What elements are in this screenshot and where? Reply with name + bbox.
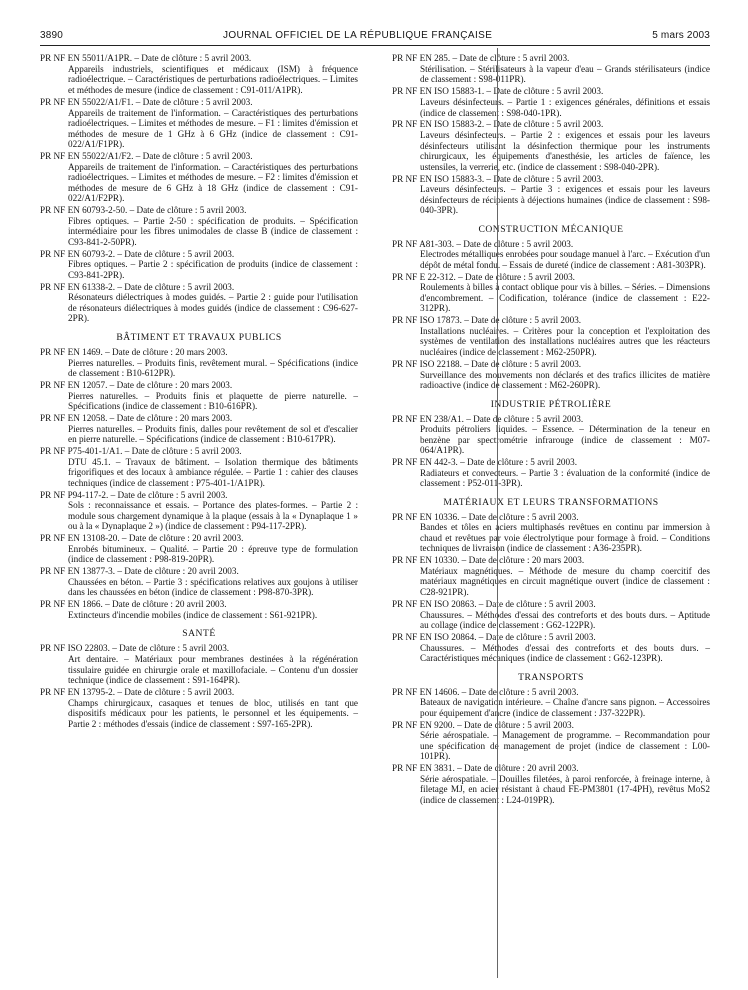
entry-reference: PR NF EN 3831. – Date de clôture : 20 avril 2003. [392, 763, 579, 774]
standard-entry [40, 282, 358, 324]
entry-description: Laveurs désinfecteurs. – Partie 3 : exigences et essais pour les laveurs désinfecteurs de récipients à déjections humaines (indice de classement : S98-040-3PR). [420, 184, 710, 216]
entry-description: Pierres naturelles. – Produits finis, dalles pour revêtement de sol et d'escalier en pierre naturelle. – Spécifications (indice de classement : B10-617PR). [68, 423, 358, 445]
entry-reference: PR NF EN 9200. – Date de clôture : 5 avril 2003. [392, 719, 574, 730]
entry-description: Produits pétroliers liquides. – Essence. – Détermination de la teneur en benzène par spectrométrie infrarouge (indice de classement : M07-064/A1PR). [420, 424, 710, 456]
entry-reference: PR NF EN 10336. – Date de clôture : 5 avril 2003. [392, 511, 579, 522]
issue-date: 5 mars 2003 [652, 30, 710, 41]
standard-entry [40, 533, 358, 565]
standard-entry [40, 347, 358, 379]
standard-entry [392, 359, 710, 391]
entry-reference: PR NF EN 13108-20. – Date de clôture : 20 avril 2003. [40, 533, 244, 544]
entry-reference: PR NF P94-117-2. – Date de clôture : 5 avril 2003. [40, 489, 228, 500]
standard-entry [40, 380, 358, 412]
standard-entry [392, 687, 710, 719]
standard-entry [40, 490, 358, 532]
entry-reference: PR NF EN ISO 20863. – Date de clôture : 5 avril 2003. [392, 598, 596, 609]
entry-description: Série aérospatiale. – Management de programme. – Recommandation pour une spécification de management de projet (indice de classement : L00-101PR). [420, 730, 710, 762]
entry-reference: PR NF EN 13795-2. – Date de clôture : 5 avril 2003. [40, 687, 235, 697]
entry-description: Pierres naturelles. – Produits finis, revêtement mural. – Spécifications (indice de classement : B10-612PR). [68, 357, 358, 379]
standard-entry [392, 457, 710, 489]
entry-reference: PR NF EN ISO 15883-1. – Date de clôture : 5 avril 2003. [392, 86, 604, 97]
entry-reference: PR NF A81-303. – Date de clôture : 5 avril 2003. [392, 238, 574, 249]
standard-entry [392, 414, 710, 456]
entry-description: Extincteurs d'incendie mobiles (indice de classement : S61-921PR). [68, 609, 318, 620]
standard-entry [40, 687, 358, 729]
entry-description: Surveillance des mouvements non déclarés et des trafics illicites de matière radioactive (indice de classement : M62-260PR). [420, 369, 710, 391]
entry-description: Electrodes métalliques enrobées pour soudage manuel à l'arc. – Exécution d'un dépôt de métal fondu. – Essais de dureté (indice de classement : A81-303PR). [420, 249, 710, 270]
entry-reference: PR NF EN 13877-3. – Date de clôture : 20 avril 2003. [40, 566, 239, 577]
section-heading: MATÉRIAUX ET LEURS TRANSFORMATIONS [443, 496, 659, 508]
entry-description: Champs chirurgicaux, casaques et tenues de bloc, utilisés en tant que dispositifs médicaux pour les patients, le personnel et les équipements. – Partie 2 : méthodes d'essais (indice de classement : S97-165-2PR). [68, 697, 358, 729]
entry-description: Appareils de traitement de l'information. – Caractéristiques des perturbations radioélectriques. – Limites et méthodes de mesure. – F2 : limites d'émission et méthodes de mesure de 6 GHz à 18 GHz (indice de classement : C91-022/A1/F2PR). [68, 161, 358, 204]
standard-entry [392, 119, 710, 172]
entry-description: Bateaux de navigation intérieure. – Chaîne d'ancre sans pignon. – Accessoires pour équipement d'ancre (indice de classement : J37-322PR). [420, 697, 710, 718]
standard-entry [392, 763, 710, 805]
standard-entry [40, 599, 358, 620]
entry-reference: PR NF EN 238/A1. – Date de clôture : 5 avril 2003. [392, 413, 584, 424]
right-column [392, 52, 710, 805]
entry-reference: PR NF EN 55022/A1/F1. – Date de clôture : 5 avril 2003. [40, 96, 253, 107]
entry-reference: PR NF ISO 17873. – Date de clôture : 5 avril 2003. [392, 315, 582, 326]
entry-description: Laveurs désinfecteurs. – Partie 2 : exigences et essais pour les laveurs désinfecteurs utilisant la désinfection thermique pour les instruments chirurgicaux, les équipements d'anesthésie, les articles de faïence, les ustensiles, la verrerie, etc. (indice de classement : S98-040-2PR). [420, 130, 710, 172]
entry-reference: PR NF EN ISO 20864. – Date de clôture : 5 avril 2003. [392, 632, 596, 642]
standard-entry [40, 413, 358, 445]
entry-reference: PR NF EN 61338-2. – Date de clôture : 5 avril 2003. [40, 281, 235, 292]
standard-entry [392, 555, 710, 597]
entry-description: Radiateurs et convecteurs. – Partie 3 : évaluation de la conformité (indice de classement : P52-011-3PR). [420, 467, 710, 489]
entry-description: Chaussures. – Méthodes d'essai des contreforts et des bouts durs. – Caractéristiques mécaniques (indice de classement : G62-123PR). [420, 642, 710, 664]
standard-entry [40, 566, 358, 598]
entry-description: Matériaux magnétiques. – Méthode de mesure du champ coercitif des matériaux magnétiques en circuit magnétique ouvert (indice de classement : C28-921PR). [420, 565, 710, 598]
entry-description: Pierres naturelles. – Produits finis et plaquette de pierre naturelle. – Spécifications (indice de classement : B10-616PR). [68, 390, 358, 412]
entry-description: Série aérospatiale. – Douilles filetées, à paroi renforcée, à freinage interne, à filetage MJ, en acier résistant à chaud FE-PM3801 (17-4PH), revêtus MoS2 (indice de classement : L24-019PR). [420, 773, 710, 805]
entry-reference: PR NF EN 442-3. – Date de clôture : 5 avril 2003. [392, 457, 577, 468]
standard-entry [392, 599, 710, 631]
section-heading: BÂTIMENT ET TRAVAUX PUBLICS [116, 332, 282, 344]
standard-entry [392, 512, 710, 554]
columns [40, 52, 710, 805]
entry-reference: PR NF EN 55022/A1/F2. – Date de clôture : 5 avril 2003. [40, 151, 253, 162]
standard-entry [392, 239, 710, 271]
section-heading: CONSTRUCTION MÉCANIQUE [478, 223, 624, 235]
standard-entry [392, 174, 710, 216]
standard-entry [40, 151, 358, 204]
entry-description: Appareils de traitement de l'information. – Caractéristiques des perturbations radioélectriques. – Limites et méthodes de mesure. – F1 : limites d'émission et méthodes de mesure de 1 GHz à 6 GHz (indice de classement : C91-022/A1/F1PR). [68, 107, 358, 150]
standard-entry [40, 53, 358, 95]
entry-description: Stérilisation. – Stérilisateurs à la vapeur d'eau – Grands stérilisateurs (indice de classement : S98-011PR). [420, 63, 710, 85]
entry-description: Fibres optiques. – Partie 2 : spécification de produits (indice de classement : C93-841-2PR). [68, 259, 358, 280]
entry-reference: PR NF EN 12058. – Date de clôture : 20 mars 2003. [40, 413, 233, 424]
entry-reference: PR NF EN 14606. – Date de clôture : 5 avril 2003. [392, 686, 579, 697]
entry-description: Bandes et tôles en aciers multiphasés revêtues en continu par immersion à chaud et revêtues par voie électrolytique pour formage à froid. – Conditions techniques de livraison (indice de classement : A36-235PR). [420, 522, 710, 554]
standard-entry [40, 97, 358, 150]
entry-description: Appareils industriels, scientifiques et médicaux (ISM) à fréquence radioélectrique. – Caractéristiques de perturbations radioélectriques. – Limites et méthodes de mesure (indice de classement : C91-011/A1PR). [68, 63, 358, 96]
entry-reference: PR NF E 22-312. – Date de clôture : 5 avril 2003. [392, 271, 575, 282]
entry-description: Sols : reconnaissance et essais. – Portance des plates-formes. – Partie 2 : module sous chargement dynamique à la plaque (essais à la « Dynaplaque 1 » ou à la « Dynaplaque 2 ») (indice de classement : P94-117-2PR). [68, 500, 358, 532]
standard-entry [40, 446, 358, 488]
entry-reference: PR NF EN 60793-2-50. – Date de clôture : 5 avril 2003. [40, 205, 247, 216]
entry-description: Fibres optiques. – Partie 2-50 : spécification de produits. – Spécification intermédiaire pour les fibres unimodales de classe B (indice de classement : C93-841-2-50PR). [68, 215, 358, 247]
entry-reference: PR NF EN 1469. – Date de clôture : 20 mars 2003. [40, 347, 228, 358]
entry-description: DTU 45.1. – Travaux de bâtiment. – Isolation thermique des bâtiments frigorifiques et des locaux à ambiance régulée. – Partie 1 : cahier des clauses techniques (indice de classement : P75-401-1/A1PR). [68, 456, 358, 488]
page-number: 3890 [40, 30, 64, 41]
entry-reference: PR NF ISO 22803. – Date de clôture : 5 avril 2003. [40, 643, 230, 654]
entry-description: Chaussées en béton. – Partie 3 : spécifications relatives aux goujons à utiliser dans les chaussées en béton (indice de classement : P98-870-3PR). [68, 576, 358, 598]
standard-entry [392, 272, 710, 314]
standard-entry [392, 315, 710, 357]
standard-entry [392, 53, 710, 85]
section-heading: INDUSTRIE PÉTROLIÈRE [490, 398, 612, 410]
entry-reference: PR NF EN 285. – Date de clôture : 5 avril 2003. [392, 53, 570, 64]
entry-description: Art dentaire. – Matériaux pour membranes destinées à la régénération tissulaire guidée en chirurgie orale et maxillofaciale. – Contenu d'un dossier technique (indice de classement : S91-164PR). [68, 653, 358, 686]
standard-entry [392, 86, 710, 118]
entry-description: Roulements à billes à contact oblique pour vis à billes. – Séries. – Dimensions d'encombrement. – Codification, tolérance (indice de classement : E22-312PR). [420, 282, 710, 314]
entry-description: Résonateurs diélectriques à modes guidés. – Partie 2 : guide pour l'utilisation de résonateurs diélectriques à modes guidés (indice de classement : C96-627-2PR). [68, 292, 358, 324]
page-header [40, 30, 710, 46]
entry-reference: PR NF EN 10330. – Date de clôture : 20 mars 2003. [392, 555, 585, 566]
entry-reference: PR NF EN 60793-2. – Date de clôture : 5 avril 2003. [40, 248, 235, 259]
journal-title: JOURNAL OFFICIEL DE LA RÉPUBLIQUE FRANÇAISE [222, 30, 493, 41]
entry-description: Installations nucléaires. – Critères pour la conception et l'exploitation des systèmes de ventilation des installations nucléaires autres que les réacteurs nucléaires (indice de classement : M62-250PR). [420, 325, 710, 358]
entry-reference: PR NF EN ISO 15883-3. – Date de clôture : 5 avril 2003. [392, 173, 604, 184]
standard-entry [40, 249, 358, 281]
entry-reference: PR NF EN 12057. – Date de clôture : 20 mars 2003. [40, 380, 233, 391]
entry-reference: PR NF EN 1866. – Date de clôture : 20 avril 2003. [40, 599, 227, 610]
section-heading: SANTÉ [182, 628, 216, 640]
entry-description: Enrobés bitumineux. – Qualité. – Partie 20 : épreuve type de formulation (indice de classement : P98-819-20PR). [68, 543, 358, 565]
standard-entry [392, 632, 710, 664]
entry-reference: PR NF ISO 22188. – Date de clôture : 5 avril 2003. [392, 358, 582, 369]
section-heading: TRANSPORTS [518, 671, 584, 683]
left-column [40, 52, 358, 805]
entry-reference: PR NF EN 55011/A1PR. – Date de clôture : 5 avril 2003. [40, 53, 252, 64]
standard-entry [392, 720, 710, 762]
column-divider [497, 48, 498, 978]
standard-entry [40, 643, 358, 685]
entry-reference: PR NF P75-401-1/A1. – Date de clôture : 5 avril 2003. [40, 446, 242, 457]
entry-description: Laveurs désinfecteurs. – Partie 1 : exigences générales, définitions et essais (indice de classement : S98-040-1PR). [420, 96, 710, 118]
entry-description: Chaussures. – Méthodes d'essai des contreforts et des bouts durs. – Aptitude au collage (indice de classement : G62-122PR). [420, 609, 710, 631]
entry-reference: PR NF EN ISO 15883-2. – Date de clôture : 5 avril 2003. [392, 119, 604, 130]
standard-entry [40, 205, 358, 247]
